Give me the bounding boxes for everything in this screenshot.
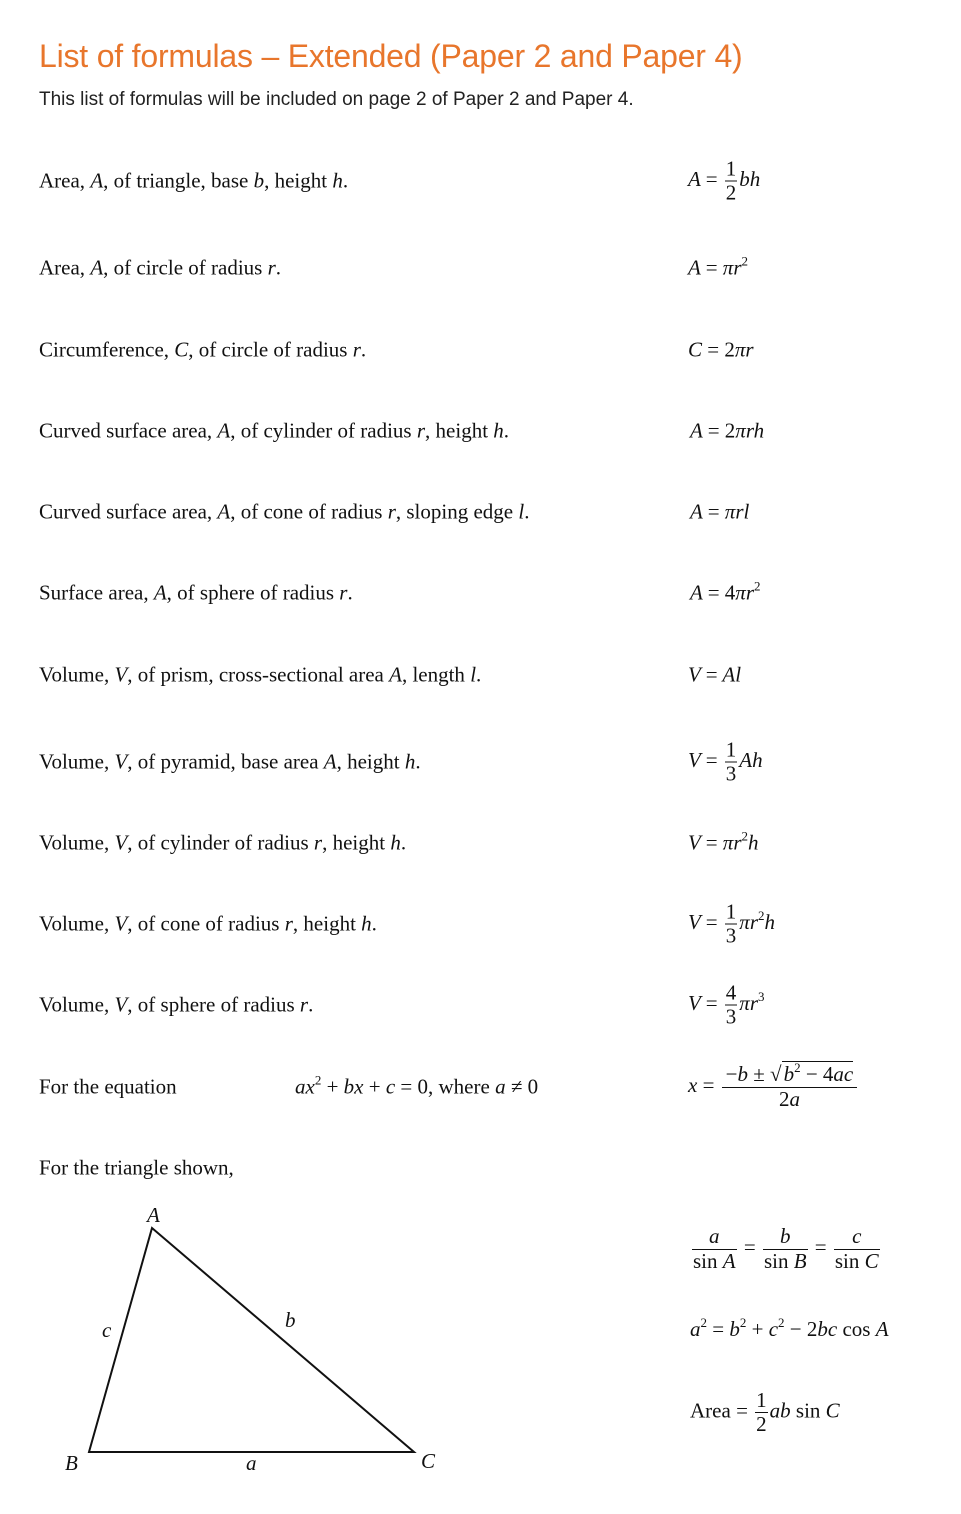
formula-expression: V = $\frac{1}{3}$ $\pi r^2h$ <box>688 899 775 948</box>
formula-expression: V = $\frac{1}{3}$ Ah <box>688 737 763 786</box>
triangle-area-sine: Area = $\frac{1}{2}$ ab sin C <box>690 1388 840 1436</box>
formula-expression: $A = 4\pi r^2$ <box>690 578 761 605</box>
formula-description: Circumference, C, of circle of radius r. <box>39 337 367 362</box>
triangle-intro: For the triangle shown, <box>39 1155 234 1180</box>
quadratic-equation: $ax^2$ + bx + c = 0, where a ≠ 0 <box>295 1072 539 1099</box>
formula-description: Volume, V, of cone of radius r, height h. <box>39 911 377 936</box>
triangle-side-b: b <box>285 1308 296 1332</box>
formula-description: Area, A, of triangle, base b, height h. <box>39 168 349 193</box>
quadratic-formula: x = $\frac{-b \pm √b^2 - 4ac}{2a}$ <box>688 1064 859 1110</box>
formula-expression: C = 2πr <box>688 337 754 362</box>
cosine-rule: $a^2 = b^2 + c^2 - 2bc$ cos A <box>690 1315 889 1341</box>
formula-description: Volume, V, of cylinder of radius r, height h. <box>39 830 407 855</box>
formula-expression: V = Al <box>688 662 742 687</box>
triangle-vertex-a: A <box>147 1203 160 1227</box>
triangle-shape <box>89 1228 414 1452</box>
formula-description: Volume, V, of pyramid, base area A, height h. <box>39 749 421 774</box>
triangle-side-c: c <box>102 1318 112 1342</box>
formula-expression: A = $\frac{1}{2}$ bh <box>688 156 761 205</box>
page-subtitle: This list of formulas will be included on page 2 of Paper 2 and Paper 4. <box>39 89 634 110</box>
quadratic-label: For the equation <box>39 1074 177 1099</box>
formula-expression: $A = \pi r^2$ <box>688 253 748 280</box>
triangle-vertex-c: C <box>421 1449 436 1473</box>
formula-expression: A = πrl <box>690 499 750 524</box>
formula-description: Curved surface area, A, of cylinder of radius r, height h. <box>39 418 510 443</box>
formula-description: Surface area, A, of sphere of radius r. <box>39 580 353 605</box>
formula-expression: $V = \pi r^2h$ <box>688 828 759 855</box>
triangle-side-a: a <box>246 1451 257 1475</box>
triangle-vertex-b: B <box>65 1451 78 1475</box>
formula-description: Volume, V, of prism, cross-sectional area A, length l. <box>39 662 482 687</box>
formula-description: Area, A, of circle of radius r. <box>39 255 282 280</box>
formula-description: Volume, V, of sphere of radius r. <box>39 992 314 1017</box>
page-title: List of formulas – Extended (Paper 2 and Paper 4) <box>39 38 743 74</box>
formula-expression: A = 2πrh <box>690 418 765 443</box>
formula-description: Curved surface area, A, of cone of radius r, sloping edge l. <box>39 499 530 524</box>
formula-expression: V = $\frac{4}{3}$ $\pi r^3$ <box>688 980 765 1029</box>
sine-rule: $\frac{a}{\text{sin A}}$ = $\frac{b}{\text{sin B}}$ = $\frac{c}{\text{sin C}}$ <box>693 1224 879 1273</box>
